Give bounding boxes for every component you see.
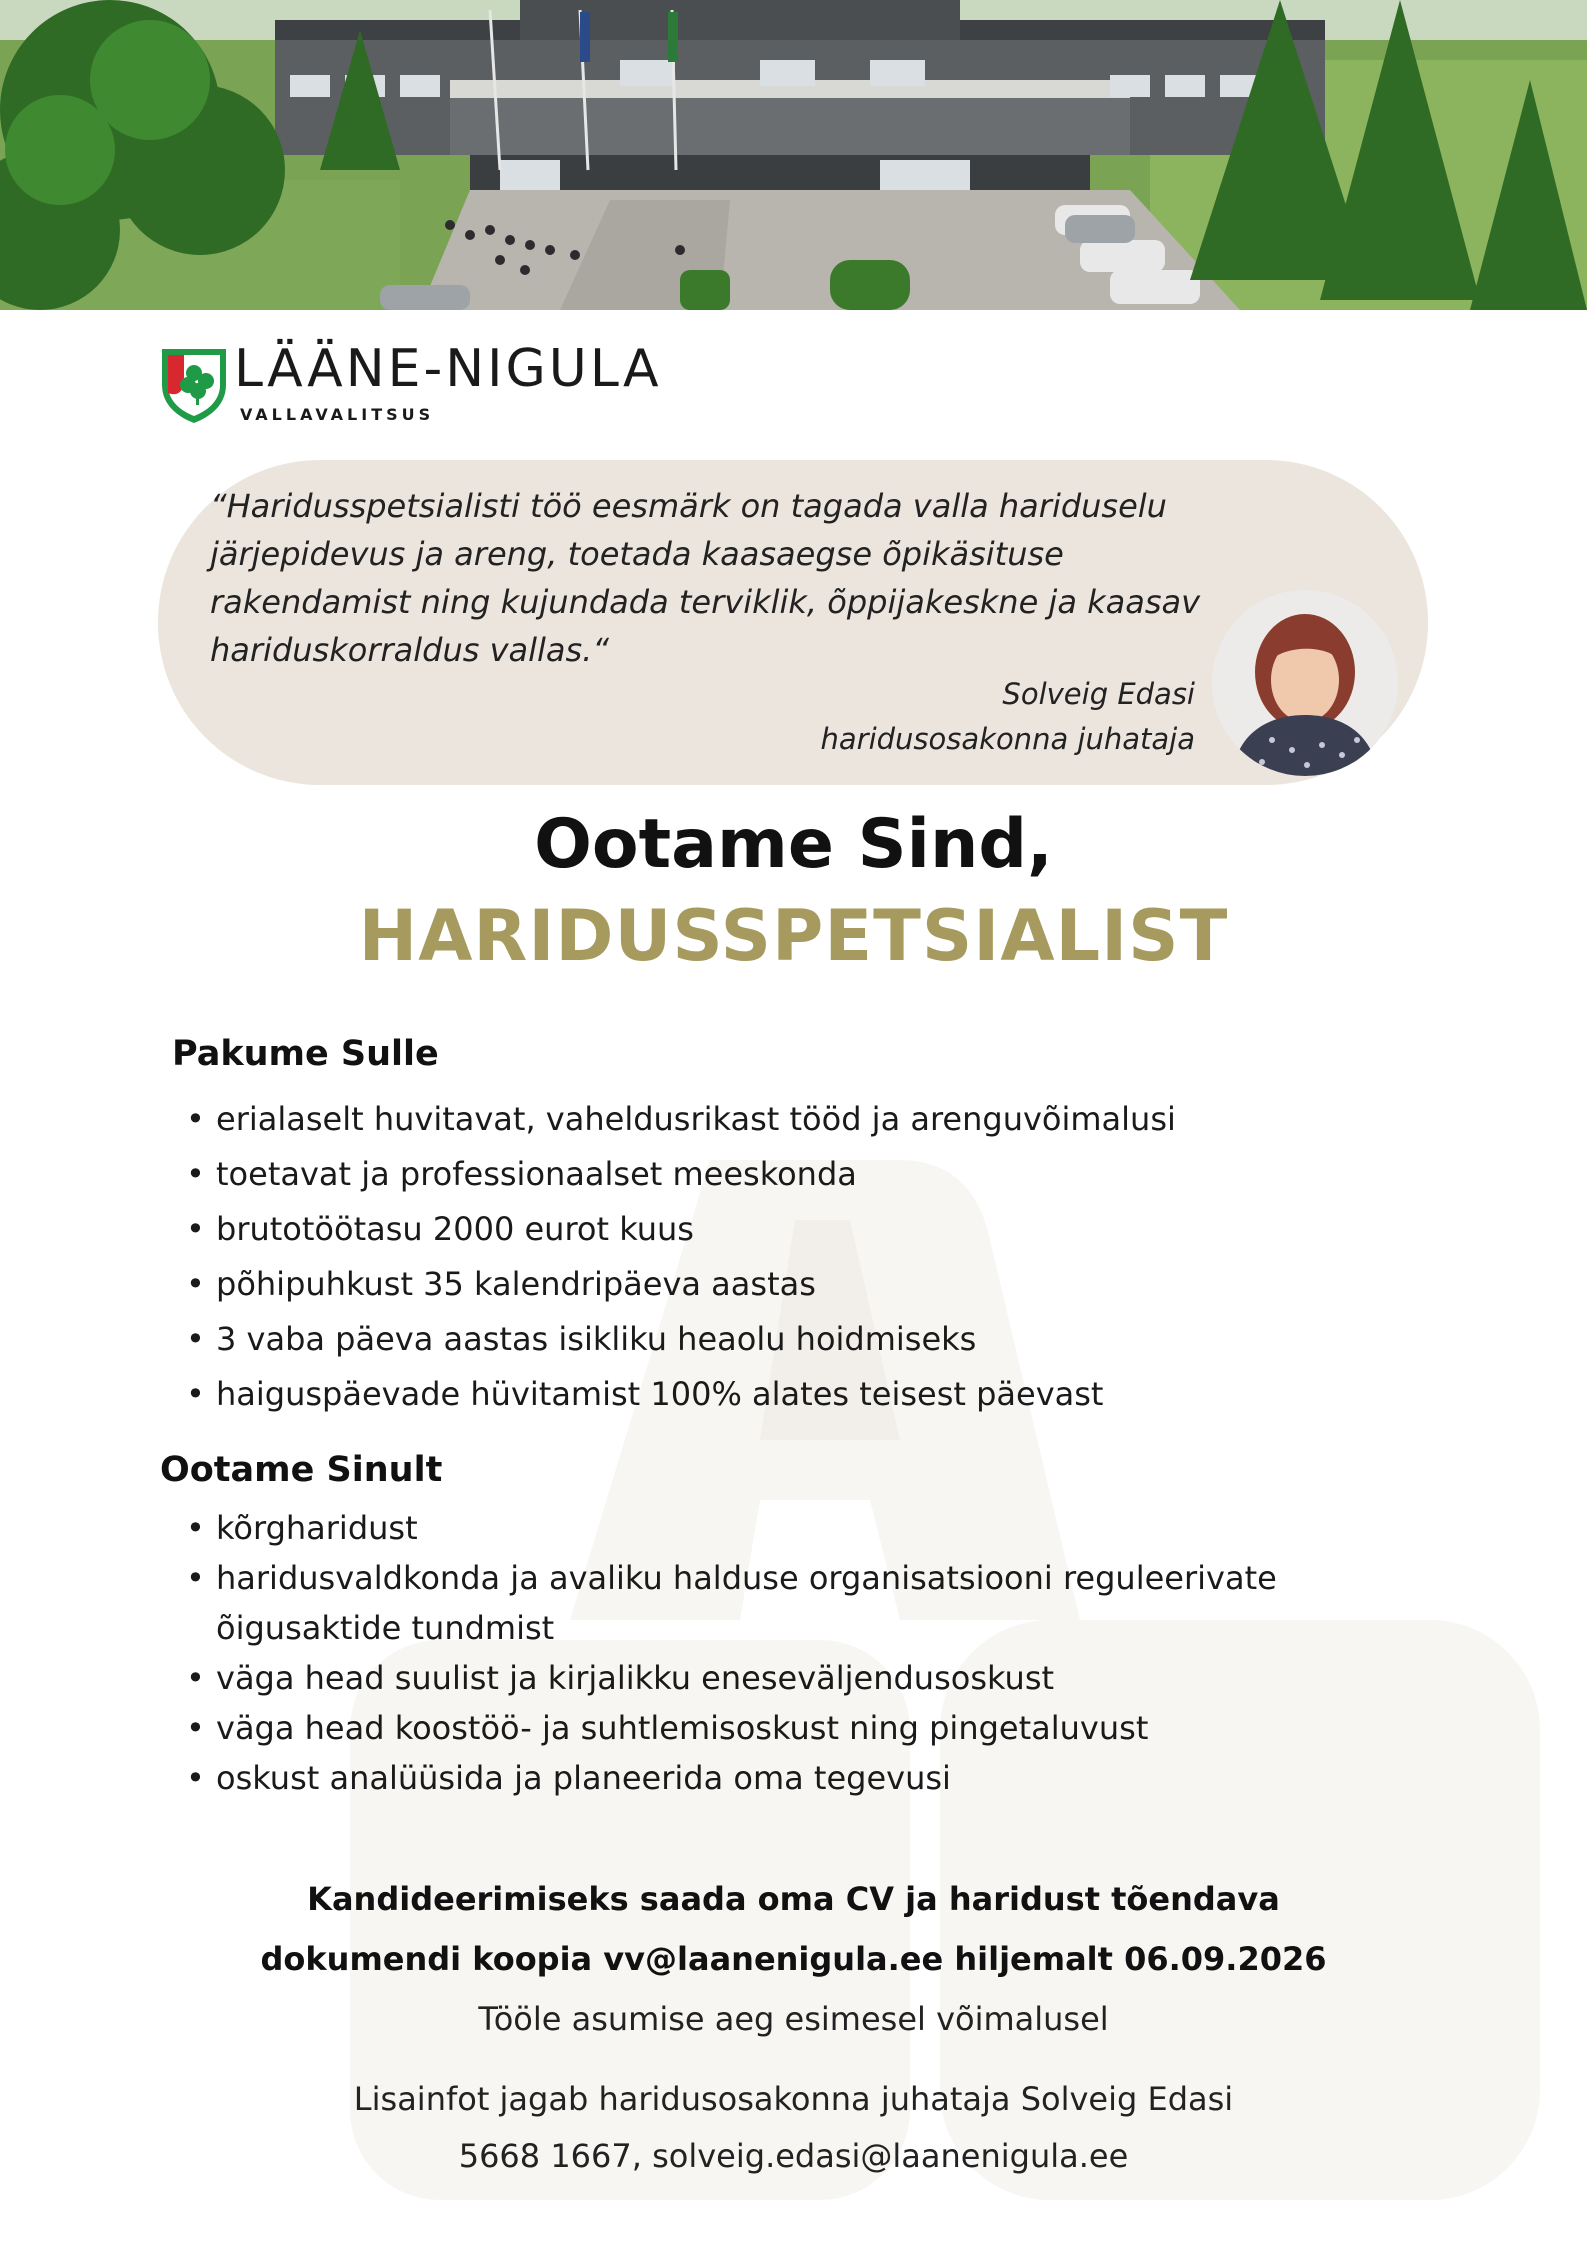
expect-title: Ootame Sinult <box>160 1450 443 1490</box>
expect-list <box>186 1503 1366 1803</box>
quote-author <box>821 672 1196 762</box>
list-item: • põhipuhkust 35 kalendripäeva aastas <box>186 1257 1426 1312</box>
shield-logo-icon <box>160 345 228 425</box>
headline-line1: Ootame Sind, <box>534 805 1053 884</box>
list-item: • brutotöötasu 2000 eurot kuus <box>186 1202 1426 1257</box>
contact-line-1: Lisainfot jagab haridusosakonna juhataja Solveig Edasi <box>353 2080 1234 2118</box>
list-item: • 3 vaba päeva aastas isikliku heaolu hoidmiseks <box>186 1312 1426 1367</box>
header-photo <box>0 0 1587 310</box>
offer-title: Pakume Sulle <box>172 1034 439 1074</box>
portrait-photo <box>1212 590 1398 776</box>
headline-job-title: HARIDUSSPETSIALIST <box>358 895 1229 977</box>
logo-name: LÄÄNE-NIGULA <box>234 339 662 399</box>
offer-list <box>186 1092 1426 1422</box>
logo <box>160 339 760 445</box>
list-item: • erialaselt huvitavat, vaheldusrikast tööd ja arenguvõimalusi <box>186 1092 1426 1147</box>
building-photo <box>0 0 1587 310</box>
list-item: • kõrgharidust <box>186 1503 1366 1553</box>
list-item: • haridusvaldkonda ja avaliku halduse organisatsiooni reguleerivate õigusaktide tundmist <box>186 1553 1366 1653</box>
list-item: • toetavat ja professionaalset meeskonda <box>186 1147 1426 1202</box>
logo-subtitle: VALLAVALITSUS <box>240 405 435 424</box>
list-item: • haiguspäevade hüvitamist 100% alates teisest päevast <box>186 1367 1426 1422</box>
list-item: • väga head koostöö- ja suhtlemisoskust ning pingetaluvust <box>186 1703 1366 1753</box>
quote-text: “Haridusspetsialisti töö eesmärk on tagada valla hariduselu järjepidevus ja areng, toetada kaasaegse õpikäsituse rakendamist ning kujundada terviklik, õppijakeskne ja kaasav hariduskorraldus vallas.“ <box>210 487 1201 669</box>
quote-author-name: Solveig Edasi <box>1002 677 1195 711</box>
quote-author-title: haridusosakonna juhataja <box>820 722 1195 756</box>
list-item: • väga head suulist ja kirjalikku eneseväljendusoskust <box>186 1653 1366 1703</box>
list-item: • oskust analüüsida ja planeerida oma tegevusi <box>186 1753 1366 1803</box>
apply-line-1: Kandideerimiseks saada oma CV ja haridust tõendava <box>307 1880 1280 1918</box>
apply-line-2: dokumendi koopia vv@laanenigula.ee hiljemalt 06.09.2026 <box>260 1940 1327 1978</box>
start-date-text: Tööle asumise aeg esimesel võimalusel <box>478 2000 1109 2038</box>
avatar <box>1212 590 1398 776</box>
contact-line-2: 5668 1667, solveig.edasi@laanenigula.ee <box>458 2137 1129 2175</box>
